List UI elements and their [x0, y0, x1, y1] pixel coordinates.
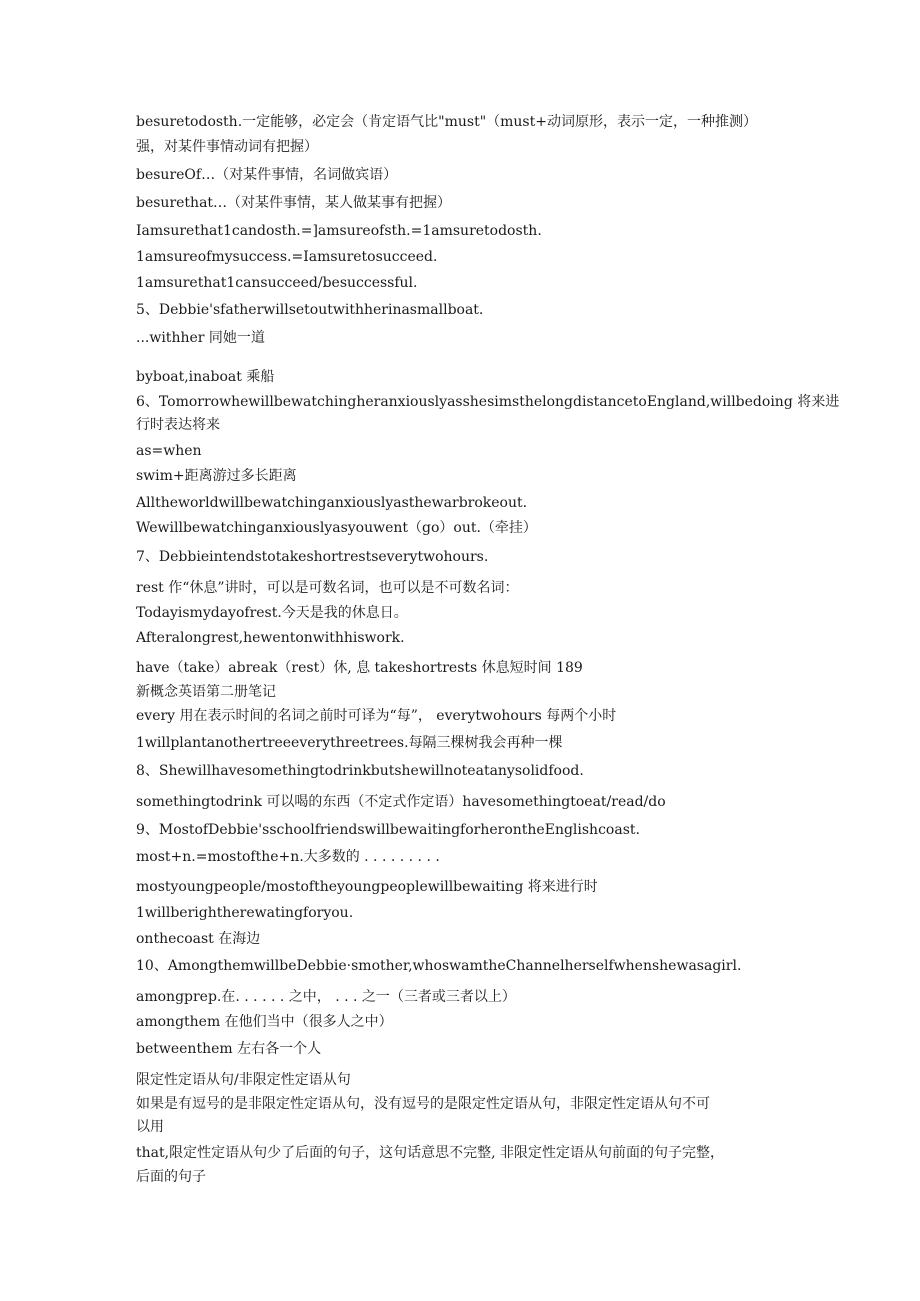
text-line: 1amsureofmysuccess.=Iamsuretosucceed. [136, 249, 438, 265]
text-line: besuretodosth.一定能够，必定会（肯定语气比"must"（must+动词原形，表示一定，一种推测） [136, 114, 757, 130]
text-line: somethingtodrink 可以喝的东西（不定式作定语）havesomethingtoeat/read/do [136, 794, 666, 810]
text-line: 8、Shewillhavesomethingtodrinkbutshewillnoteatanysolidfood. [136, 763, 584, 779]
text-line: 行时表达将来 [136, 417, 220, 433]
text-line: besureOf…（对某件事情，名词做宾语） [136, 167, 398, 183]
text-line: 6、TomorrowhewillbewatchingheranxiouslyasshesimsthelongdistancetoEngland,willbedoing 将来进 [136, 394, 840, 410]
text-line: 如果是有逗号的是非限定性定语从句，没有逗号的是限定性定语从句，非限定性定语从句不可 [136, 1096, 710, 1112]
text-line: betweenthem 左右各一个人 [136, 1041, 322, 1057]
text-line: 1willplantanothertreeeverythreetrees.每隔三棵树我会再种一棵 [136, 735, 563, 751]
text-line: Afteralongrest,hewentonwithhiswork. [136, 630, 405, 646]
text-line: 10、AmongthemwillbeDebbie·smother,whoswamtheChannelherselfwhenshewasagirl. [136, 958, 742, 974]
text-line: amongthem 在他们当中（很多人之中） [136, 1014, 393, 1030]
text-line: amongprep.在. . . . . . 之中， . . . 之一（三者或三者以上） [136, 989, 516, 1005]
text-line: as=when [136, 443, 202, 459]
text-line: swim+距离游过多长距离 [136, 468, 297, 484]
text-line: 1willberightherewatingforyou. [136, 905, 354, 921]
text-line: rest 作“休息”讲时，可以是可数名词，也可以是不可数名词： [136, 580, 519, 596]
text-line: most+n.=mostofthe+n.大多数的 . . . . . . . . . [136, 849, 440, 865]
text-line: ...withher 同她一道 [136, 330, 265, 346]
text-line: 新概念英语第二册笔记 [136, 684, 276, 700]
text-line: Alltheworldwillbewatchinganxiouslyasthewarbrokeout. [136, 495, 528, 511]
text-line: besurethat…（对某件事情，某人做某事有把握） [136, 195, 452, 211]
text-line: byboat,inaboat 乘船 [136, 369, 275, 385]
text-line: that,限定性定语从句少了后面的句子，这句话意思不完整, 非限定性定语从句前面的句子完整， [136, 1145, 724, 1161]
text-line: mostyoungpeople/mostoftheyoungpeoplewillbewaiting 将来进行时 [136, 879, 598, 895]
text-line: Iamsurethat1candosth.=]amsureofsth.=1amsuretodosth. [136, 223, 542, 239]
text-line: every 用在表示时间的名词之前时可译为“每”， everytwohours 每两个小时 [136, 708, 617, 724]
text-line: 9、MostofDebbie'sschoolfriendswillbewaitingforherontheEnglishcoast. [136, 822, 640, 838]
text-line: onthecoast 在海边 [136, 931, 261, 947]
text-line: 强，对某件事情动词有把握） [136, 139, 318, 155]
text-line: 1amsurethat1cansucceed/besuccessful. [136, 275, 418, 291]
text-line: 后面的句子 [136, 1169, 206, 1185]
text-line: 以用 [136, 1119, 164, 1135]
text-line: 限定性定语从句/非限定性定语从句 [136, 1072, 351, 1088]
text-line: 5、Debbie'sfatherwillsetoutwithherinasmallboat. [136, 302, 484, 318]
text-line: Wewillbewatchinganxiouslyasyouwent（go）out.（牵挂） [136, 520, 537, 536]
text-line: Todayismydayofrest.今天是我的休息日。 [136, 605, 408, 621]
text-line: 7、Debbieintendstotakeshortrestseverytwohours. [136, 549, 489, 565]
text-line: have（take）abreak（rest）休, 息 takeshortrests 休息短时间 189 [136, 660, 583, 676]
